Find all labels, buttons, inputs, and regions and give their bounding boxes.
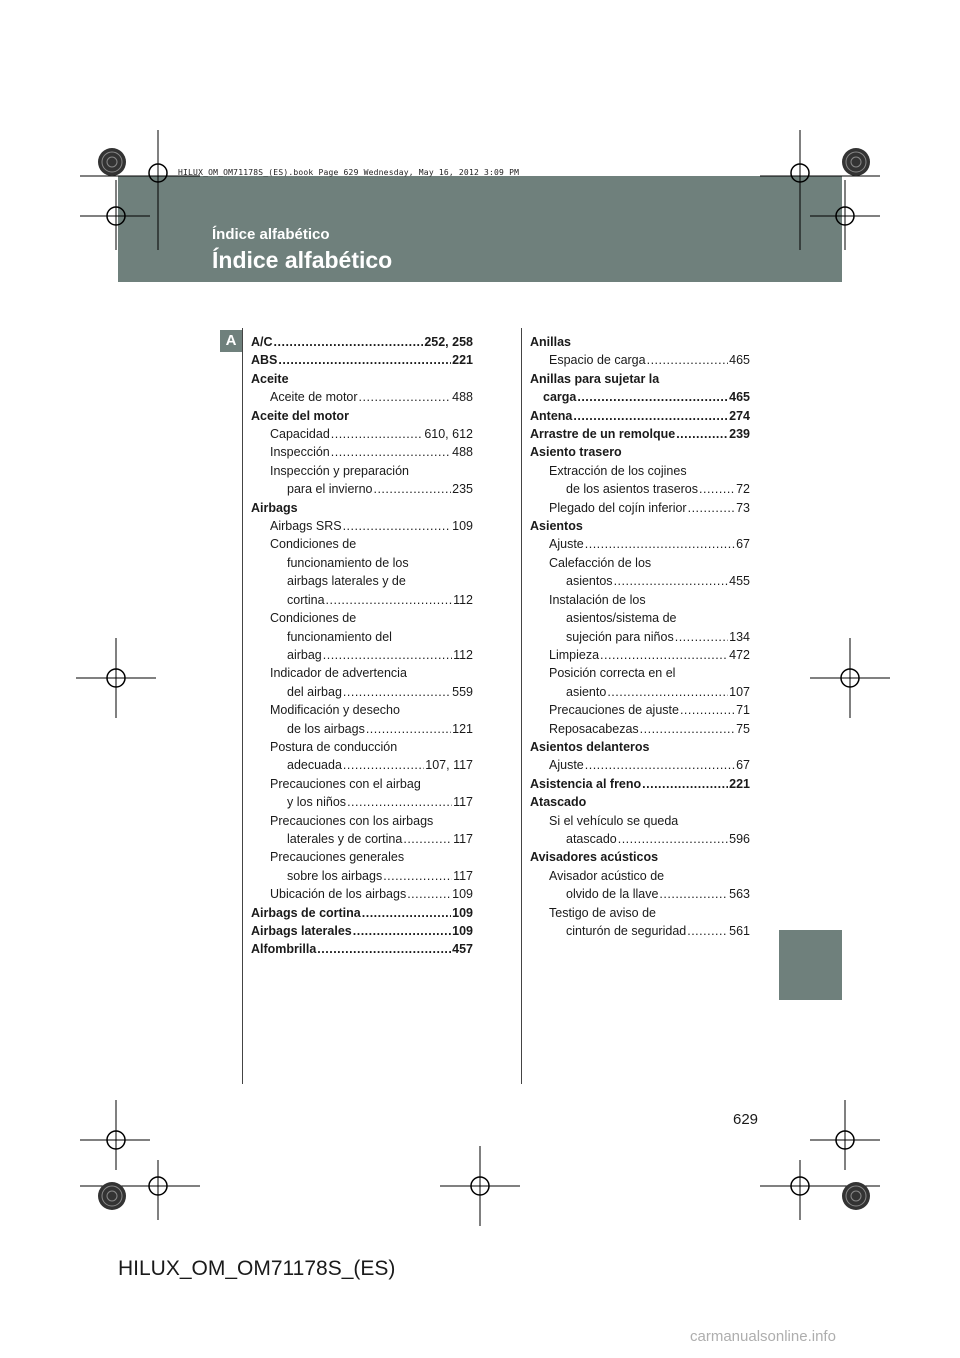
index-term: atascado (566, 831, 617, 846)
dot-leader (383, 867, 452, 885)
index-term: adecuada (287, 758, 342, 773)
index-term: Antena (530, 408, 573, 423)
dot-leader (343, 517, 452, 535)
dot-leader (347, 793, 452, 811)
index-term: Capacidad (270, 427, 330, 442)
dot-leader (366, 720, 451, 738)
index-term: Aceite del motor (251, 408, 349, 423)
index-column-right (530, 333, 750, 940)
index-page-ref: 134 (729, 629, 750, 644)
index-term: Inspección (270, 445, 330, 460)
dot-leader (573, 407, 728, 425)
index-entry (530, 738, 750, 756)
crop-mark-mid-left (76, 638, 156, 718)
index-term: carga (543, 390, 577, 405)
index-entry (251, 738, 473, 775)
index-term: Precauciones con el airbag (270, 776, 421, 791)
index-term: laterales y de cortina (287, 831, 403, 846)
print-info-line: HILUX_OM_OM71178S_(ES).book Page 629 Wednesday, May 16, 2012 3:09 PM (178, 168, 520, 177)
index-entry (251, 940, 473, 958)
index-entry (251, 885, 473, 903)
index-page-ref: 488 (452, 445, 473, 460)
index-entry (530, 646, 750, 664)
index-page-ref: 117 (453, 868, 473, 883)
index-term: funcionamiento de los (287, 555, 409, 570)
dot-leader (403, 830, 452, 848)
index-entry (251, 609, 473, 664)
index-entry (530, 554, 750, 591)
index-term: Ajuste (549, 758, 584, 773)
index-entry (530, 462, 750, 499)
index-term: Condiciones de (270, 611, 357, 626)
middle-column-rule (521, 328, 522, 1084)
dot-leader (323, 646, 452, 664)
index-entry (251, 904, 473, 922)
index-page-ref: 117 (453, 795, 473, 810)
index-entry (251, 462, 473, 499)
index-page-ref: 67 (736, 537, 750, 552)
watermark-text: carmanualsonline.info (690, 1328, 836, 1345)
dot-leader (614, 572, 729, 590)
page-title: Índice alfabético (212, 247, 393, 273)
index-page-ref: 75 (736, 721, 750, 736)
index-page-ref: 455 (729, 574, 750, 589)
left-column-rule (242, 328, 243, 1084)
index-term: Anillas (530, 335, 571, 349)
dot-leader (600, 646, 728, 664)
index-page-ref: 561 (729, 924, 750, 938)
index-entry (251, 443, 473, 461)
index-entry (530, 848, 750, 866)
index-page-ref: 109 (452, 519, 473, 534)
dot-leader (699, 480, 735, 498)
index-term: Asientos (530, 519, 583, 534)
index-page-ref: 72 (736, 482, 750, 497)
index-entry (530, 370, 750, 407)
index-term: Alfombrilla (251, 942, 317, 957)
index-entry (530, 867, 750, 904)
index-term: sobre los airbags (287, 868, 383, 883)
index-term: Asistencia al freno (530, 776, 642, 791)
dot-leader (278, 351, 451, 369)
index-page-ref: 107 (729, 684, 750, 699)
index-term: Airbags laterales (251, 924, 352, 938)
index-page-ref: 274 (729, 408, 750, 423)
index-term: Ubicación de los airbags (270, 887, 407, 902)
index-term: Precauciones generales (270, 850, 405, 865)
index-term: Indicador de advertencia (270, 666, 407, 681)
dot-leader (659, 885, 728, 903)
dot-leader (642, 775, 728, 793)
dot-leader (607, 683, 728, 701)
index-entry (530, 904, 750, 941)
index-term: Testigo de aviso de (549, 905, 657, 920)
dot-leader (331, 425, 424, 443)
dot-leader (373, 480, 451, 498)
index-entry (251, 848, 473, 885)
index-term: olvido de la llave (566, 887, 659, 902)
index-term: Airbags de cortina (251, 905, 361, 920)
index-page-ref: 112 (453, 592, 473, 607)
dot-leader (353, 922, 451, 940)
page-number: 629 (733, 1111, 759, 1128)
index-entry (251, 517, 473, 535)
index-term: Posición correcta en el (549, 666, 676, 681)
index-page-ref: 239 (729, 427, 750, 442)
index-entry (530, 591, 750, 646)
dot-leader (675, 628, 728, 646)
index-entry (251, 351, 473, 369)
index-term: airbags laterales y de (287, 574, 406, 589)
index-term: Atascado (530, 795, 587, 810)
index-entry (251, 664, 473, 701)
dot-leader (359, 388, 452, 406)
index-term: Plegado del cojín inferior (549, 500, 687, 515)
index-entry (530, 351, 750, 369)
index-term: Anillas para sujetar la (530, 371, 660, 386)
index-term: asiento (566, 684, 607, 699)
index-page-ref: 109 (452, 905, 473, 920)
index-entry (530, 664, 750, 701)
dot-leader (317, 940, 451, 958)
index-term: cinturón de seguridad (566, 924, 687, 938)
index-term: Calefacción de los (549, 555, 652, 570)
index-entry (530, 535, 750, 553)
index-term: Limpieza (549, 647, 600, 662)
index-page-ref: 107, 117 (425, 758, 473, 773)
index-entry (530, 407, 750, 425)
dot-leader (647, 351, 729, 369)
index-term: y los niños (287, 795, 347, 810)
registration-disc-top-right (840, 146, 872, 178)
index-page-ref: 112 (453, 647, 473, 662)
index-term: Precauciones con los airbags (270, 813, 434, 828)
dot-leader (585, 756, 735, 774)
index-letter-badge: A (220, 330, 242, 352)
index-entry (530, 443, 750, 461)
index-page-ref: 235 (452, 482, 473, 497)
crop-mark-mid-right (810, 638, 890, 718)
dot-leader (680, 701, 735, 719)
index-page-ref: 221 (452, 353, 473, 368)
index-term: Asiento trasero (530, 445, 622, 460)
document-footer: HILUX_OM_OM71178S_(ES) (118, 1257, 396, 1280)
index-term: Condiciones de (270, 537, 357, 552)
index-page-ref: 457 (452, 942, 473, 957)
index-page-ref: 117 (453, 831, 473, 846)
section-side-tab (779, 930, 842, 1000)
index-entry (251, 407, 473, 425)
dot-leader (331, 443, 451, 461)
index-term: Avisador acústico de (549, 868, 665, 883)
index-entry (530, 333, 750, 351)
crop-mark-bottom-center (440, 1146, 520, 1226)
index-page-ref: 71 (736, 703, 750, 718)
index-page-ref: 488 (452, 390, 473, 405)
index-entry (530, 720, 750, 738)
registration-disc-bottom-left (96, 1180, 128, 1212)
index-page-ref: 559 (452, 684, 473, 699)
index-term: ABS (251, 353, 278, 368)
index-term: Airbags (251, 500, 298, 515)
registration-disc-bottom-right (840, 1180, 872, 1212)
index-entry (530, 793, 750, 811)
index-page-ref: 596 (729, 831, 750, 846)
index-term: Airbags SRS (270, 519, 342, 534)
index-term: de los asientos traseros (566, 482, 699, 497)
index-term: Si el vehículo se queda (549, 813, 679, 828)
index-term: Espacio de carga (549, 353, 646, 368)
index-entry (251, 499, 473, 517)
index-entry (530, 756, 750, 774)
index-term: Avisadores acústicos (530, 850, 659, 865)
index-term: funcionamiento del (287, 629, 392, 644)
index-entry (530, 775, 750, 793)
index-page-ref: 472 (729, 647, 750, 662)
dot-leader (688, 499, 736, 517)
index-page-ref: 109 (452, 887, 473, 902)
index-page-ref: 465 (729, 390, 750, 405)
index-term: para el invierno (287, 482, 373, 497)
index-term: Instalación de los (549, 592, 646, 607)
index-page-ref: 67 (736, 758, 750, 773)
index-term: de los airbags (287, 721, 365, 736)
index-entry (251, 812, 473, 849)
index-term: del airbag (287, 684, 342, 699)
dot-leader (326, 591, 453, 609)
index-entry (251, 333, 473, 351)
index-page-ref: 73 (736, 500, 750, 515)
index-term: Arrastre de un remolque (530, 427, 676, 442)
index-entry (251, 922, 473, 940)
dot-leader (407, 885, 451, 903)
dot-leader (343, 683, 451, 701)
index-term: airbag (287, 647, 322, 662)
index-term: Postura de conducción (270, 739, 398, 754)
index-page-ref: 121 (452, 721, 473, 736)
index-page-ref: 563 (729, 887, 750, 902)
index-entry (530, 701, 750, 719)
index-entry (530, 812, 750, 849)
dot-leader (274, 333, 424, 351)
dot-leader (687, 922, 728, 940)
index-entry (530, 499, 750, 517)
index-term: cortina (287, 592, 325, 607)
index-term: Ajuste (549, 537, 584, 552)
index-term: A/C (251, 335, 273, 349)
index-term: Extracción de los cojines (549, 463, 687, 478)
index-entry (251, 388, 473, 406)
index-term: asientos (566, 574, 613, 589)
index-term: sujeción para niños (566, 629, 674, 644)
index-term: Aceite (251, 371, 289, 386)
index-page-ref: 252, 258 (424, 335, 473, 349)
dot-leader (362, 904, 451, 922)
index-column-left (251, 333, 473, 959)
index-entry (530, 425, 750, 443)
dot-leader (640, 720, 735, 738)
index-page-ref: 610, 612 (424, 427, 473, 442)
registration-disc-top-left (96, 146, 128, 178)
index-term: Modificación y desecho (270, 703, 400, 718)
index-entry (251, 535, 473, 609)
dot-leader (577, 388, 728, 406)
index-entry (251, 701, 473, 738)
dot-leader (618, 830, 728, 848)
index-term: Asientos delanteros (530, 739, 650, 754)
dot-leader (585, 535, 735, 553)
index-page-ref: 465 (729, 353, 750, 368)
index-entry (251, 425, 473, 443)
index-term: Inspección y preparación (270, 463, 409, 478)
index-term: Aceite de motor (270, 390, 358, 405)
index-term: asientos/sistema de (566, 611, 677, 626)
index-entry (251, 370, 473, 388)
dot-leader (343, 756, 424, 774)
dot-leader (676, 425, 728, 443)
index-term: Precauciones de ajuste (549, 703, 679, 718)
index-entry (530, 517, 750, 535)
section-subtitle: Índice alfabético (212, 226, 330, 243)
index-page-ref: 221 (729, 776, 750, 791)
index-page-ref: 109 (452, 924, 473, 938)
index-term: Reposacabezas (549, 721, 639, 736)
index-entry (251, 775, 473, 812)
